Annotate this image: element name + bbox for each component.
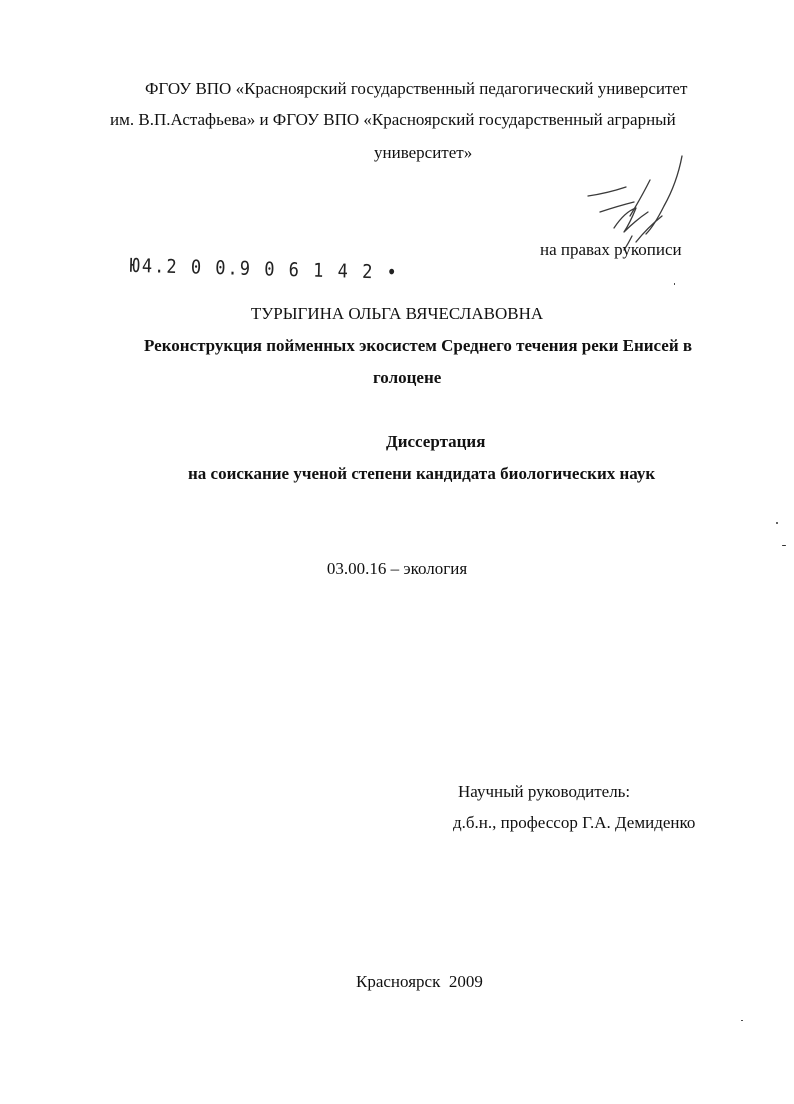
scan-speck — [782, 545, 786, 546]
header-line-3: университет» — [374, 143, 473, 162]
manuscript-note: на правах рукописи — [540, 240, 682, 259]
scan-speck — [741, 1020, 743, 1021]
work-type: Диссертация — [386, 432, 486, 451]
header-line-2: им. В.П.Астафьева» и ФГОУ ВПО «Красноярский государственный аграрный — [110, 110, 676, 129]
supervisor-label: Научный руководитель: — [458, 782, 631, 801]
author-name: ТУРЫГИНА ОЛЬГА ВЯЧЕСЛАВОВНА — [250, 304, 544, 323]
header-line-1: ФГОУ ВПО «Красноярский государственный педагогический университет — [145, 79, 688, 98]
supervisor-name: д.б.н., профессор Г.А. Демиденко — [453, 813, 696, 832]
registration-stamp: Ю4.2 0 0.9 0 6 1 4 2 • — [129, 255, 400, 285]
dissertation-title-line-2: голоцене — [373, 368, 442, 387]
scan-speck — [674, 283, 675, 285]
specialty-code: 03.00.16 – экология — [326, 559, 468, 578]
dissertation-title-line-1: Реконструкция пойменных экосистем Среднего течения реки Енисей в — [144, 336, 693, 355]
scan-speck — [776, 522, 778, 524]
degree-line: на соискание ученой степени кандидата биологических наук — [188, 464, 656, 483]
place-and-year: Красноярск 2009 — [356, 972, 483, 991]
